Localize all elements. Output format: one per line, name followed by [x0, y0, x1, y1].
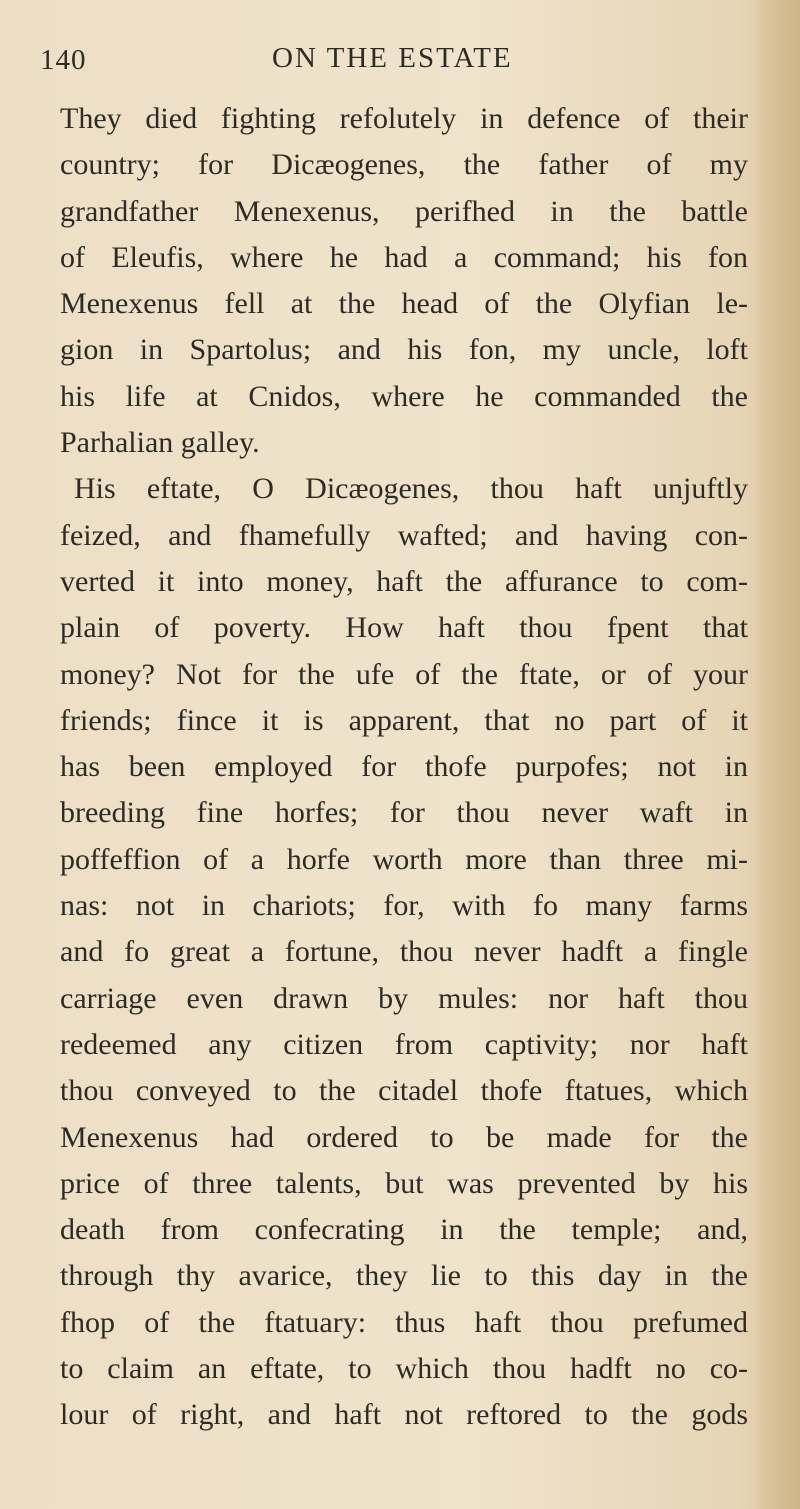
text-line: and fo great a fortune, thou never hadft a fingle	[60, 935, 748, 969]
text-line: redeemed any citizen from captivity; nor haft	[60, 1027, 748, 1061]
text-line: plain of poverty. How haft thou fpent that	[60, 611, 748, 645]
text-line: country; for Dicæogenes, the father of my	[60, 148, 748, 182]
text-line: fhop of the ftatuary: thus haft thou prefumed	[60, 1305, 748, 1339]
text-line: his life at Cnidos, where he commanded the	[60, 379, 748, 413]
text-line: verted it into money, haft the affurance to com-	[60, 564, 748, 598]
page-number: 140	[40, 44, 87, 76]
text-line: Menexenus had ordered to be made for the	[60, 1120, 748, 1154]
paragraph-start-line: His eftate, O Dicæogenes, thou haft unjuftly	[74, 472, 748, 506]
text-line: death from confecrating in the temple; and,	[60, 1213, 748, 1247]
text-line: lour of right, and haft not reftored to the gods	[60, 1398, 748, 1432]
running-head: ON THE ESTATE	[272, 42, 513, 74]
page-edge-shadow	[754, 0, 800, 1509]
text-line: gion in Spartolus; and his fon, my uncle, loft	[60, 333, 748, 367]
text-line: Menexenus fell at the head of the Olyfian le-	[60, 287, 748, 321]
text-line: carriage even drawn by mules: nor haft thou	[60, 981, 748, 1015]
text-line: thou conveyed to the citadel thofe ftatues, which	[60, 1074, 748, 1108]
page-header	[40, 42, 760, 82]
text-line: They died fighting refolutely in defence of their	[60, 102, 748, 135]
text-line: to claim an eftate, to which thou hadft no co-	[60, 1352, 748, 1386]
text-line: of Eleufis, where he had a command; his fon	[60, 240, 748, 274]
text-line: Parhalian galley.	[60, 426, 260, 460]
text-line: feized, and fhamefully wafted; and having con-	[60, 518, 748, 552]
text-line: grandfather Menexenus, perifhed in the battle	[60, 194, 748, 228]
text-line: poffeffion of a horfe worth more than three mi-	[60, 842, 748, 876]
text-line: friends; fince it is apparent, that no part of it	[60, 703, 748, 737]
body-text	[60, 96, 748, 1439]
text-line: nas: not in chariots; for, with fo many farms	[60, 889, 748, 923]
text-line: breeding fine horfes; for thou never waft in	[60, 796, 748, 830]
text-line: money? Not for the ufe of the ftate, or of your	[60, 657, 748, 691]
text-line: through thy avarice, they lie to this day in the	[60, 1259, 748, 1293]
text-line: price of three talents, but was prevented by his	[60, 1166, 748, 1200]
text-line: has been employed for thofe purpofes; not in	[60, 750, 748, 784]
